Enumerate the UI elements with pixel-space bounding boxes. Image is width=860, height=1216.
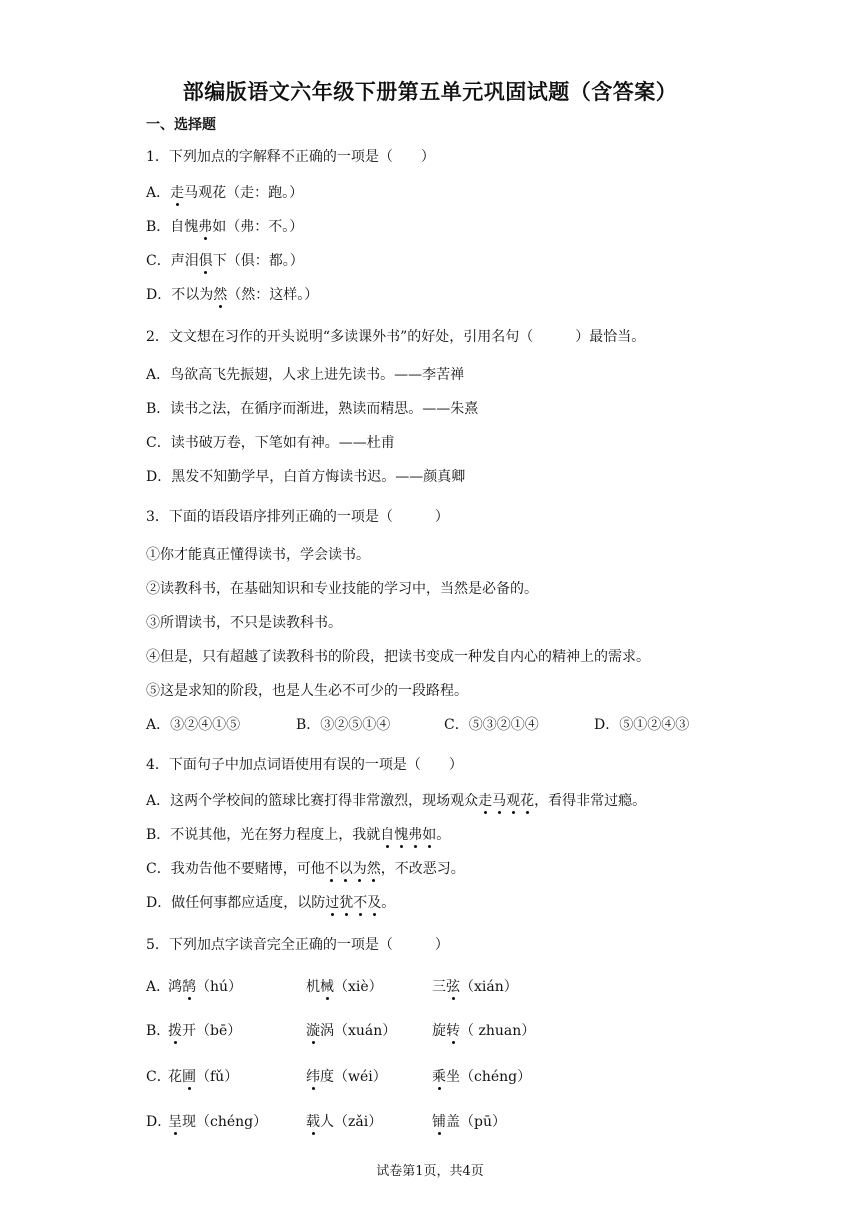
emphasized-word <box>325 861 381 877</box>
question-1-option-a: A．走马观花（走：跑。） <box>146 185 304 201</box>
question-1-option-b: B．自愧弗如（弗：不。） <box>146 219 304 235</box>
pinyin-item: 乘坐（chéng） <box>432 1069 532 1085</box>
emphasized-char: 然 <box>366 861 381 877</box>
emphasized-char: 以 <box>338 861 353 877</box>
emphasized-char: 械 <box>320 979 334 995</box>
emphasized-word <box>325 895 381 911</box>
option-label: B． <box>146 1023 171 1039</box>
question-4-option-d: D．做任何事都应适度，以防过犹不及。 <box>146 895 396 911</box>
emphasized-char: 过 <box>325 895 340 911</box>
page-title: 部编版语文六年级下册第五单元巩固试题（含答案） <box>182 80 678 104</box>
emphasized-char: 弦 <box>446 979 460 995</box>
emphasized-char: 不 <box>353 895 368 911</box>
emphasized-char: 漩 <box>306 1023 320 1039</box>
option-label: A． <box>146 979 171 995</box>
emphasized-char: 转 <box>446 1023 460 1039</box>
pinyin-item: 花圃（fǔ） <box>168 1069 239 1085</box>
emphasized-char: 拨 <box>168 1023 182 1039</box>
emphasized-char: 圃 <box>182 1069 196 1085</box>
emphasized-char: 为 <box>352 861 367 877</box>
option-label: C． <box>146 1069 171 1085</box>
question-4-stem: 4．下面句子中加点词语使用有误的一项是（ ） <box>146 757 463 773</box>
question-5-option-d <box>146 1113 566 1131</box>
question-4-option-a: A．这两个学校间的篮球比赛打得非常激烈，现场观众走马观花，看得非常过瘾。 <box>146 793 647 809</box>
question-3-sentence-1: ①你才能真正懂得读书，学会读书。 <box>146 547 370 563</box>
pinyin-item: 鸿鹄（hú） <box>168 979 243 995</box>
question-2-option-d: D．黑发不知勤学早，白首方悔读书迟。——颜真卿 <box>146 469 466 485</box>
emphasized-char: 走 <box>478 793 493 809</box>
question-1-option-c: C．声泪俱下（俱：都。） <box>146 253 304 269</box>
question-1-option-d: D．不以为然（然：这样。） <box>146 287 319 303</box>
emphasized-char: 及 <box>367 895 382 911</box>
emphasized-char: 载 <box>306 1114 320 1130</box>
emphasized-char: 犹 <box>339 895 354 911</box>
pinyin-item: 纬度（wéi） <box>306 1069 387 1085</box>
question-5-option-c <box>146 1068 566 1086</box>
question-3-option-c: C．⑤③②①④ <box>444 717 539 733</box>
question-3-option-d: D．⑤①②④③ <box>594 717 690 733</box>
pinyin-item: 旋转（ zhuan） <box>432 1023 536 1039</box>
emphasized-char: 走 <box>170 185 185 201</box>
emphasized-char: 自 <box>380 827 395 843</box>
emphasized-char: 然 <box>213 287 228 303</box>
question-3-sentence-2: ②读教科书，在基础知识和专业技能的学习中，当然是必备的。 <box>146 581 538 597</box>
question-3-stem: 3．下面的语段语序排列正确的一项是（ ） <box>146 509 449 525</box>
emphasized-char: 呈 <box>168 1114 182 1130</box>
question-5-stem: 5．下列加点字读音完全正确的一项是（ ） <box>146 937 449 953</box>
pinyin-item: 载人（zǎi） <box>306 1114 383 1130</box>
question-3-options <box>146 716 706 734</box>
emphasized-char: 鹄 <box>182 979 196 995</box>
emphasized-char: 纬 <box>306 1069 320 1085</box>
pinyin-item: 拨开（bē） <box>168 1023 242 1039</box>
option-label: D． <box>146 1114 172 1130</box>
emphasized-char: 花 <box>520 793 535 809</box>
emphasized-char: 弗 <box>198 219 213 235</box>
question-3-sentence-4: ④但是，只有超越了读教科书的阶段，把读书变成一种发自内心的精神上的需求。 <box>146 649 650 665</box>
emphasized-word <box>380 827 436 843</box>
question-4-option-b: B．不说其他，光在努力程度上，我就自愧弗如。 <box>146 827 451 843</box>
emphasized-char: 马 <box>492 793 507 809</box>
pinyin-item: 漩涡（xuán） <box>306 1023 397 1039</box>
question-1-stem: 1．下列加点的字解释不正确的一项是（ ） <box>146 149 435 165</box>
question-2-option-c: C．读书破万卷，下笔如有神。——杜甫 <box>146 435 395 451</box>
question-3-sentence-5: ⑤这是求知的阶段，也是人生必不可少的一段路程。 <box>146 683 468 699</box>
question-2-option-b: B．读书之法，在循序而渐进，熟读而精思。——朱熹 <box>146 401 479 417</box>
emphasized-char: 观 <box>506 793 521 809</box>
emphasized-char: 铺 <box>432 1114 446 1130</box>
emphasized-char: 如 <box>422 827 437 843</box>
question-3-option-b: B．③②⑤①④ <box>296 717 391 733</box>
section-heading: 一、选择题 <box>146 117 216 133</box>
question-2-option-a: A．鸟欲高飞先振翅，人求上进先读书。——李苦禅 <box>146 367 465 383</box>
emphasized-char: 俱 <box>198 253 213 269</box>
page-footer: 试卷第1页，共4页 <box>376 1164 484 1179</box>
question-2-stem: 2．文文想在习作的开头说明“多读课外书”的好处，引用名句（ ）最恰当。 <box>146 329 646 345</box>
question-3-option-a: A．③②④①⑤ <box>146 717 241 733</box>
pinyin-item: 铺盖（pū） <box>432 1114 506 1130</box>
pinyin-item: 三弦（xián） <box>432 979 518 995</box>
question-3-sentence-3: ③所谓读书，不只是读教科书。 <box>146 615 342 631</box>
question-5-option-a <box>146 978 566 996</box>
pinyin-item: 呈现（chéng） <box>168 1114 268 1130</box>
question-5-option-b <box>146 1022 566 1040</box>
emphasized-char: 乘 <box>432 1069 446 1085</box>
question-4-option-c: C．我劝告他不要赌博，可他不以为然，不改恶习。 <box>146 861 465 877</box>
emphasized-word <box>478 793 534 809</box>
pinyin-item: 机械（xiè） <box>306 979 383 995</box>
emphasized-char: 不 <box>324 861 339 877</box>
emphasized-char: 弗 <box>408 827 423 843</box>
emphasized-char: 愧 <box>394 827 409 843</box>
